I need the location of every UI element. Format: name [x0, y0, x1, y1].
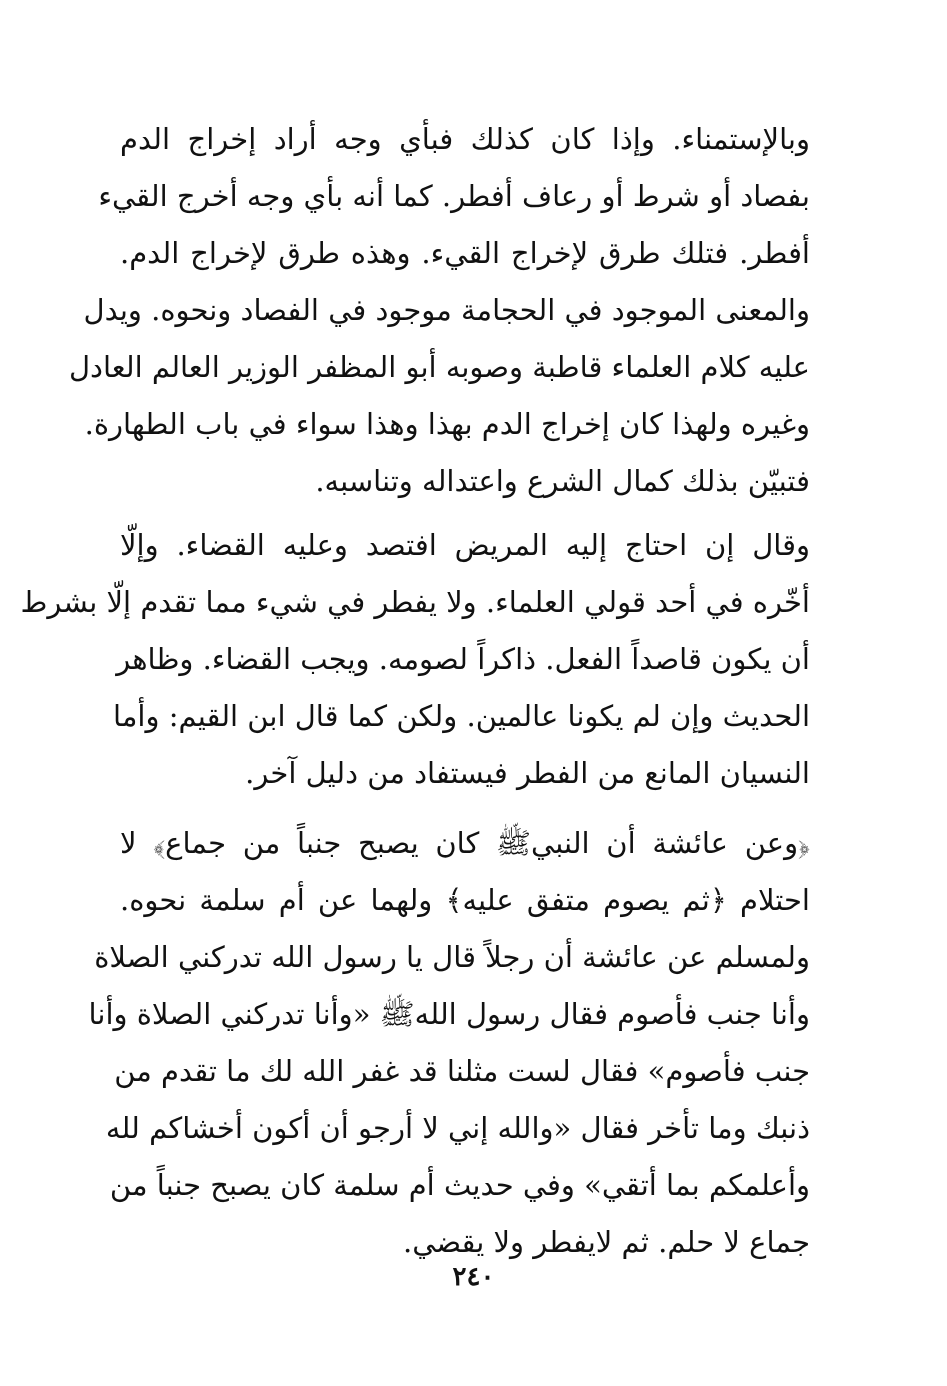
paragraph-1: [68, 111, 810, 510]
text-line: وأعلمكم بما أتقي» وفي حديث أم سلمة كان يصبح جنباً من: [109, 1168, 810, 1202]
text-line: جنب فأصوم» فقال لست مثلنا قد غفر الله لك ما تقدم من: [114, 1054, 810, 1088]
text-line: وبالإستمناء. وإذا كان كذلك فبأي وجه أراد إخراج الدم: [120, 122, 810, 156]
text-line: ولمسلم عن عائشة أن رجلاً قال يا رسول الله تدركني الصلاة: [94, 940, 810, 974]
text-line: وأنا جنب فأصوم فقال رسول اللهﷺ «وأنا تدركني الصلاة وأنا: [88, 997, 810, 1031]
text-line: بفصاد أو شرط أو رعاف أفطر. كما أنه بأي وجه أخرج القيء: [98, 179, 810, 213]
text-line: وقال إن احتاج إليه المريض افتصد وعليه القضاء. وإلّا: [120, 528, 810, 562]
text-line: عليه كلام العلماء قاطبة وصوبه أبو المظفر الوزير العالم العادل: [68, 350, 810, 384]
text-line: فتبيّن بذلك كمال الشرع واعتداله وتناسبه.: [315, 464, 810, 498]
text-line: وغيره ولهذا كان إخراج الدم بهذا وهذا سواء في باب الطهارة.: [84, 407, 810, 441]
text-line: الحديث وإن لم يكونا عالمين. ولكن كما قال ابن القيم: وأما: [113, 699, 810, 733]
text-line: والمعنى الموجود في الحجامة موجود في الفصاد ونحوه. ويدل: [83, 293, 810, 327]
text-line: أخّره في أحد قولي العلماء. ولا يفطر في شيء مما تقدم إلّا بشرط: [20, 585, 810, 619]
text-line: جماع لا حلم. ثم لايفطر ولا يقضي.: [403, 1225, 810, 1259]
text-line: النسيان المانع من الفطر فيستفاد من دليل آخر.: [245, 756, 810, 790]
text-line: أفطر. فتلك طرق لإخراج القيء. وهذه طرق لإخراج الدم.: [120, 236, 810, 270]
paragraph-2: [20, 517, 810, 802]
text-line: احتلام ﴿ثم يصوم متفق عليه﴾ ولهما عن أم سلمة نحوه.: [120, 883, 810, 917]
text-line: ذنبك وما تأخر فقال «والله إني لا أرجو أن أكون أخشاكم لله: [105, 1111, 810, 1145]
paragraph-3: [88, 815, 810, 1271]
page-number: ٢٤٠: [452, 1262, 495, 1292]
text-line: ﴿وعن عائشة أن النبيﷺ كان يصبح جنباً من جماع﴾ لا: [120, 826, 810, 860]
text-line: أن يكون قاصداً الفعل. ذاكراً لصومه. ويجب القضاء. وظاهر: [116, 642, 810, 676]
